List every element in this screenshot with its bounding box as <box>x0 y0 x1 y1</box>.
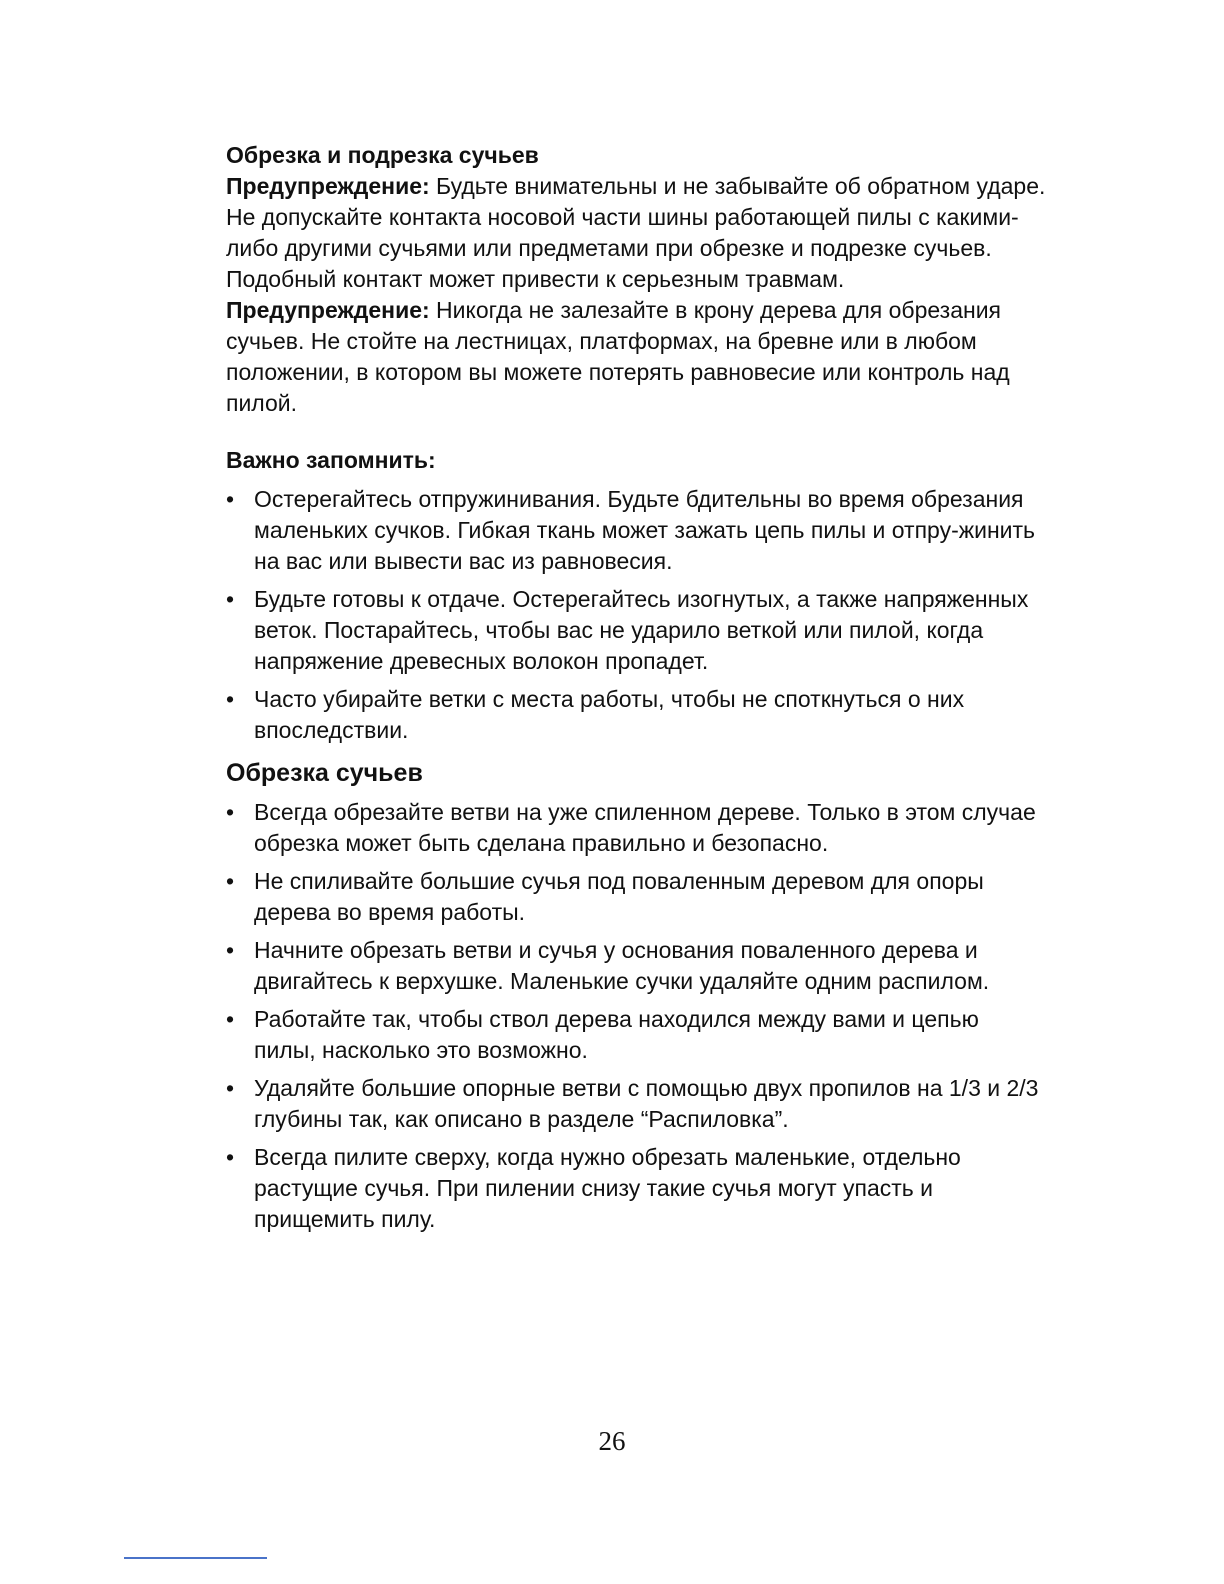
remember-title: Важно запомнить: <box>226 447 436 473</box>
bullet: • <box>226 686 235 712</box>
warning-tree-climbing <box>226 295 1046 419</box>
list-item-text: Не спиливайте большие сучья под поваленным деревом для опоры дерева во время работы. <box>254 868 984 925</box>
list-item-text: Всегда обрезайте ветви на уже спиленном дереве. Только в этом случае обрезка может быть сделана правильно и безопасно. <box>254 799 1036 856</box>
warning-kickback <box>226 171 1046 295</box>
list-item <box>226 866 1046 928</box>
page-number: 26 <box>598 1426 626 1456</box>
list-item-text: Остерегайтесь отпружинивания. Будьте бдительны во время обрезания маленьких сучков. Гибкая ткань может зажать цепь пилы и отпру-жинить на вас или вывести вас из равновесия. <box>254 486 1036 574</box>
warning-label: Предупреждение: <box>226 173 430 199</box>
list-item <box>226 484 1046 577</box>
list-item <box>226 684 1046 746</box>
list-item <box>226 1142 1046 1235</box>
bullet: • <box>226 937 235 963</box>
warning-text: Будьте внимательны и не забывайте об обратном ударе. Не допускайте контакта носовой части шины работающей пилы с какими-либо другими сучьями или предметами при обрезке и подрезке сучьев. Подобный контакт может привести к серьезным травмам. <box>226 173 1046 292</box>
list-item <box>226 935 1046 997</box>
list-item <box>226 797 1046 859</box>
bullet: • <box>226 799 235 825</box>
bullet: • <box>226 868 235 894</box>
bullet: • <box>226 586 235 612</box>
list-item-text: Работайте так, чтобы ствол дерева находился между вами и цепью пилы, насколько это возможно. <box>254 1006 979 1063</box>
section-title-delimbing: Обрезка сучьев <box>226 759 423 787</box>
warning-text: Никогда не залезайте в крону дерева для обрезания сучьев. Не стойте на лестницах, платформах, на бревне или в любом положении, в котором вы можете потерять равновесие или контроль над пилой. <box>226 297 1010 416</box>
list-item-text: Начните обрезать ветви и сучья у основания поваленного дерева и двигайтесь к верхушке. Маленькие сучки удаляйте одним распилом. <box>254 937 990 994</box>
bullet: • <box>226 1144 235 1170</box>
delimbing-list <box>226 797 1046 1235</box>
bullet: • <box>226 1006 235 1032</box>
footer-rule <box>124 1557 267 1559</box>
list-item <box>226 584 1046 677</box>
bullet: • <box>226 486 235 512</box>
page-content <box>226 140 1046 1242</box>
section-title-pruning: Обрезка и подрезка сучьев <box>226 142 539 168</box>
remember-list <box>226 484 1046 746</box>
list-item-text: Часто убирайте ветки с места работы, чтобы не споткнуться о них впоследствии. <box>254 686 965 743</box>
warning-label: Предупреждение: <box>226 297 430 323</box>
list-item-text: Всегда пилите сверху, когда нужно обрезать маленькие, отдельно растущие сучья. При пилении снизу такие сучья могут упасть и прищемить пилу. <box>254 1144 961 1232</box>
list-item <box>226 1004 1046 1066</box>
bullet: • <box>226 1075 235 1101</box>
list-item <box>226 1073 1046 1135</box>
list-item-text: Удаляйте большие опорные ветви с помощью двух пропилов на 1/3 и 2/3 глубины так, как описано в разделе “Распиловка”. <box>254 1075 1039 1132</box>
list-item-text: Будьте готовы к отдаче. Остерегайтесь изогнутых, а также напряженных веток. Постарайтесь, чтобы вас не ударило веткой или пилой, когда напряжение древесных волокон пропадет. <box>254 586 1029 674</box>
